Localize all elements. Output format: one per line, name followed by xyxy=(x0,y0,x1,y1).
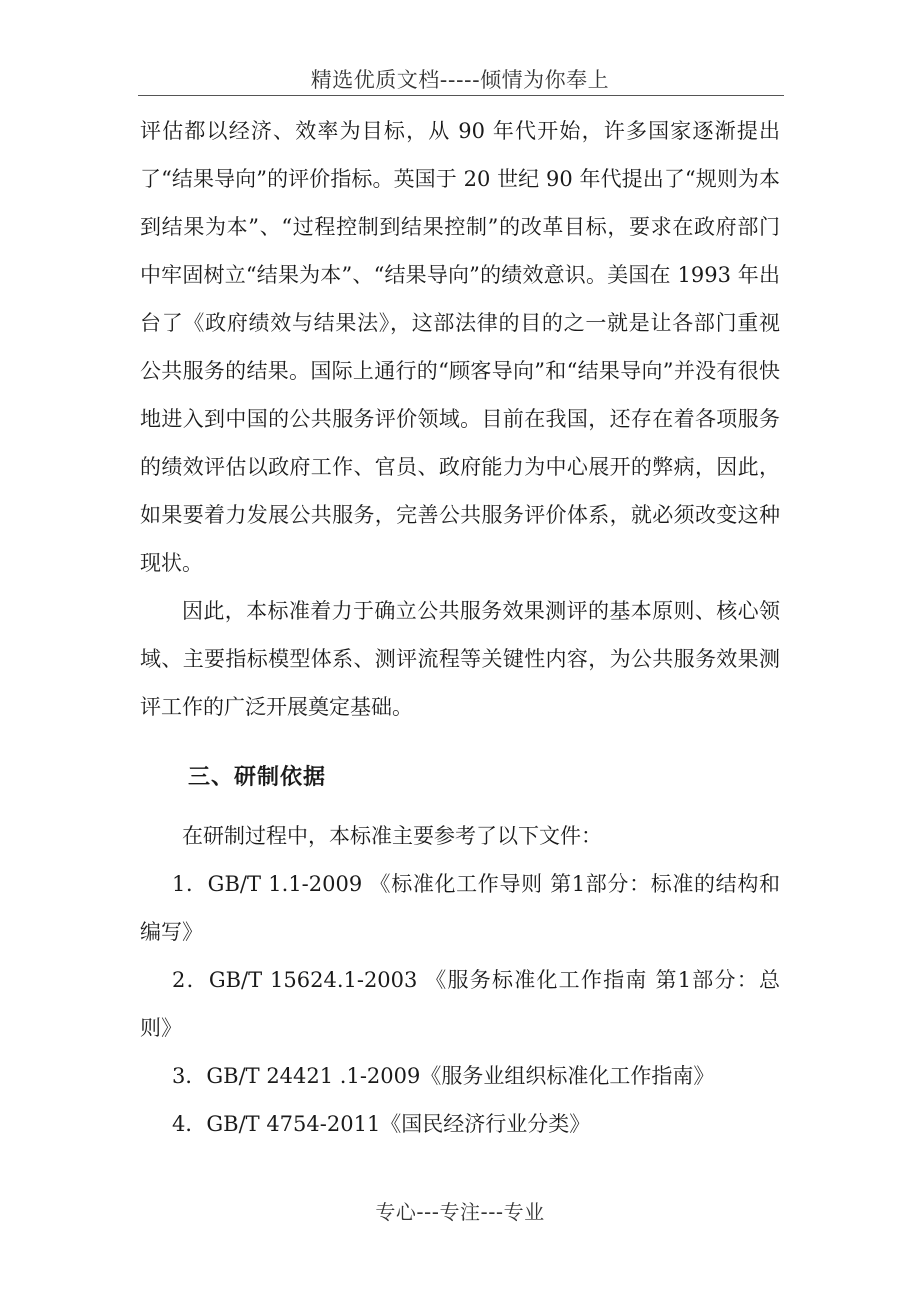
body-text xyxy=(140,107,780,731)
paragraph-2: 因此，本标准着力于确立公共服务效果测评的基本原则、核心领域、主要指标模型体系、测评流程等关键性内容，为公共服务效果测评工作的广泛开展奠定基础。 xyxy=(140,599,780,719)
reference-item-4: 4．GB/T 4754-2011《国民经济行业分类》 xyxy=(172,1112,591,1136)
reference-intro: 在研制过程中，本标准主要参考了以下文件： xyxy=(182,824,602,848)
paragraph-1: 评估都以经济、效率为目标，从 90 年代开始，许多国家逐渐提出了“结果导向”的评价指标。英国于 20 世纪 90 年代提出了“规则为本到结果为本”、“过程控制到结果控制”的改革目标，要求在政府部门中牢固树立“结果为本”、“结果导向”的绩效意识。美国在 1993 年出台了《政府绩效与结果法》，这部法律的目的之一就是让各部门重视公共服务的结果。国际上通行的“顾客导向”和“结果导向”并没有很快地进入到中国的公共服务评价领域。目前在我国，还存在着各项服务的绩效评估以政府工作、官员、政府能力为中心展开的弊病，因此，如果要着力发展公共服务，完善公共服务评价体系，就必须改变这种现状。 xyxy=(140,119,780,575)
reference-item-3: 3．GB/T 24421 .1-2009《服务业组织标准化工作指南》 xyxy=(172,1064,715,1088)
header-divider xyxy=(138,95,784,96)
page-header: 精选优质文档-----倾情为你奉上 xyxy=(310,68,610,92)
reference-item-2: 2．GB/T 15624.1-2003 《服务标准化工作指南 第1部分：总则》 xyxy=(140,968,780,1040)
reference-item-1: 1．GB/T 1.1-2009 《标准化工作导则 第1部分：标准的结构和编写》 xyxy=(140,872,780,944)
reference-list xyxy=(140,812,780,1148)
page-footer: 专心---专注---专业 xyxy=(375,1200,545,1224)
section-title: 三、研制依据 xyxy=(188,765,327,790)
